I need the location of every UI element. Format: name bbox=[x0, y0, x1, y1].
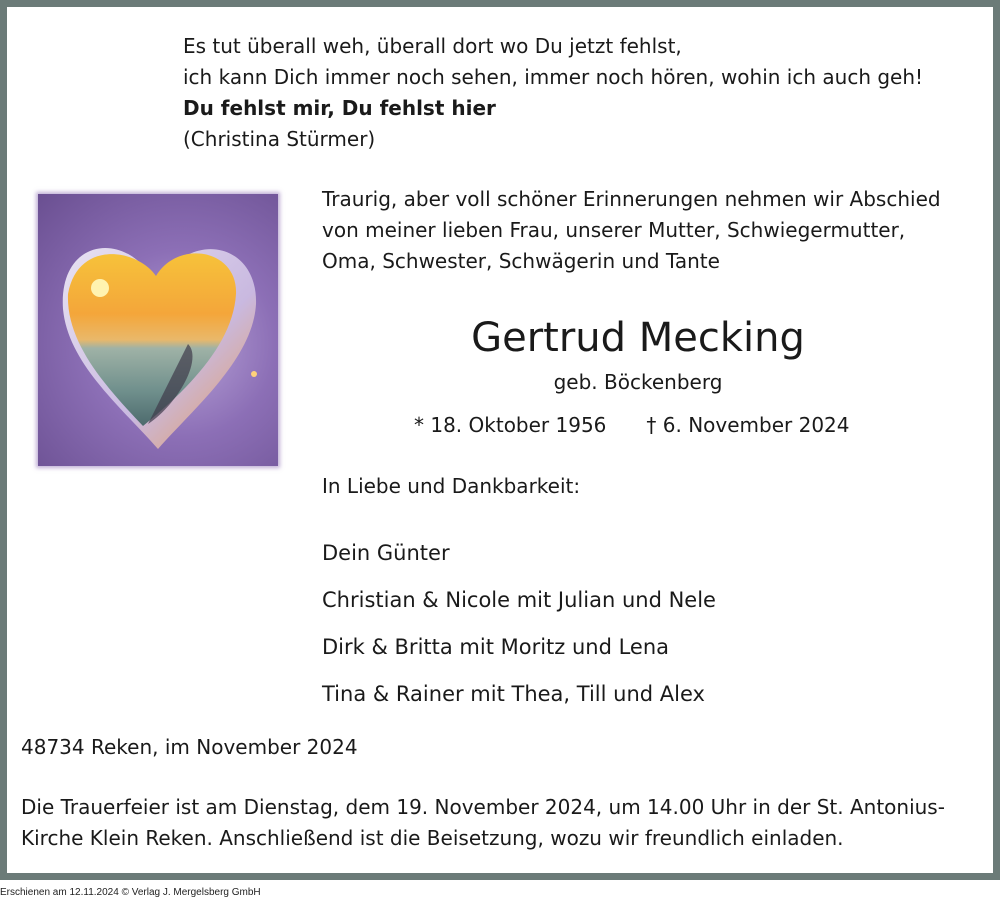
intro-line: Oma, Schwester, Schwägerin und Tante bbox=[322, 249, 720, 273]
intro-line: von meiner lieben Frau, unserer Mutter, Schwiegermutter, bbox=[322, 218, 906, 242]
service-line: Die Trauerfeier ist am Dienstag, dem 19. November 2024, um 14.00 Uhr in der St. Antonius- bbox=[21, 795, 945, 819]
deceased-name-wrap bbox=[322, 310, 954, 370]
birth-date: * 18. Oktober 1956 bbox=[414, 413, 607, 437]
death-date: † 6. November 2024 bbox=[646, 413, 850, 437]
family-member: Dein Günter bbox=[322, 541, 450, 565]
thanks-line: In Liebe und Dankbarkeit: bbox=[322, 474, 581, 498]
service-line: Kirche Klein Reken. Anschließend ist die Beisetzung, wozu wir freundlich einladen. bbox=[21, 826, 844, 850]
birth-name: geb. Böckenberg bbox=[553, 370, 723, 394]
family-member: Christian & Nicole mit Julian und Nele bbox=[322, 588, 716, 612]
intro-text bbox=[322, 184, 941, 277]
family-member: Dirk & Britta mit Moritz und Lena bbox=[322, 635, 670, 659]
quote-line: ich kann Dich immer noch sehen, immer noch hören, wohin ich auch geh! bbox=[183, 65, 924, 89]
family-list bbox=[322, 530, 716, 718]
deceased-name: Gertrud Mecking bbox=[471, 315, 805, 361]
service-info bbox=[21, 792, 945, 854]
publication-footer: Erschienen am 12.11.2024 © Verlag J. Mergelsberg GmbH bbox=[0, 887, 261, 898]
intro-line: Traurig, aber voll schöner Erinnerungen nehmen wir Abschied bbox=[322, 187, 941, 211]
quote-line: Es tut überall weh, überall dort wo Du jetzt fehlst, bbox=[183, 34, 682, 58]
life-dates bbox=[414, 410, 850, 441]
poem-quote bbox=[183, 31, 923, 155]
heart-sunset-image bbox=[38, 194, 278, 466]
family-member: Tina & Rainer mit Thea, Till und Alex bbox=[322, 682, 705, 706]
quote-author: (Christina Stürmer) bbox=[183, 127, 376, 151]
quote-line-bold: Du fehlst mir, Du fehlst hier bbox=[183, 96, 496, 120]
place-date: 48734 Reken, im November 2024 bbox=[21, 735, 358, 759]
